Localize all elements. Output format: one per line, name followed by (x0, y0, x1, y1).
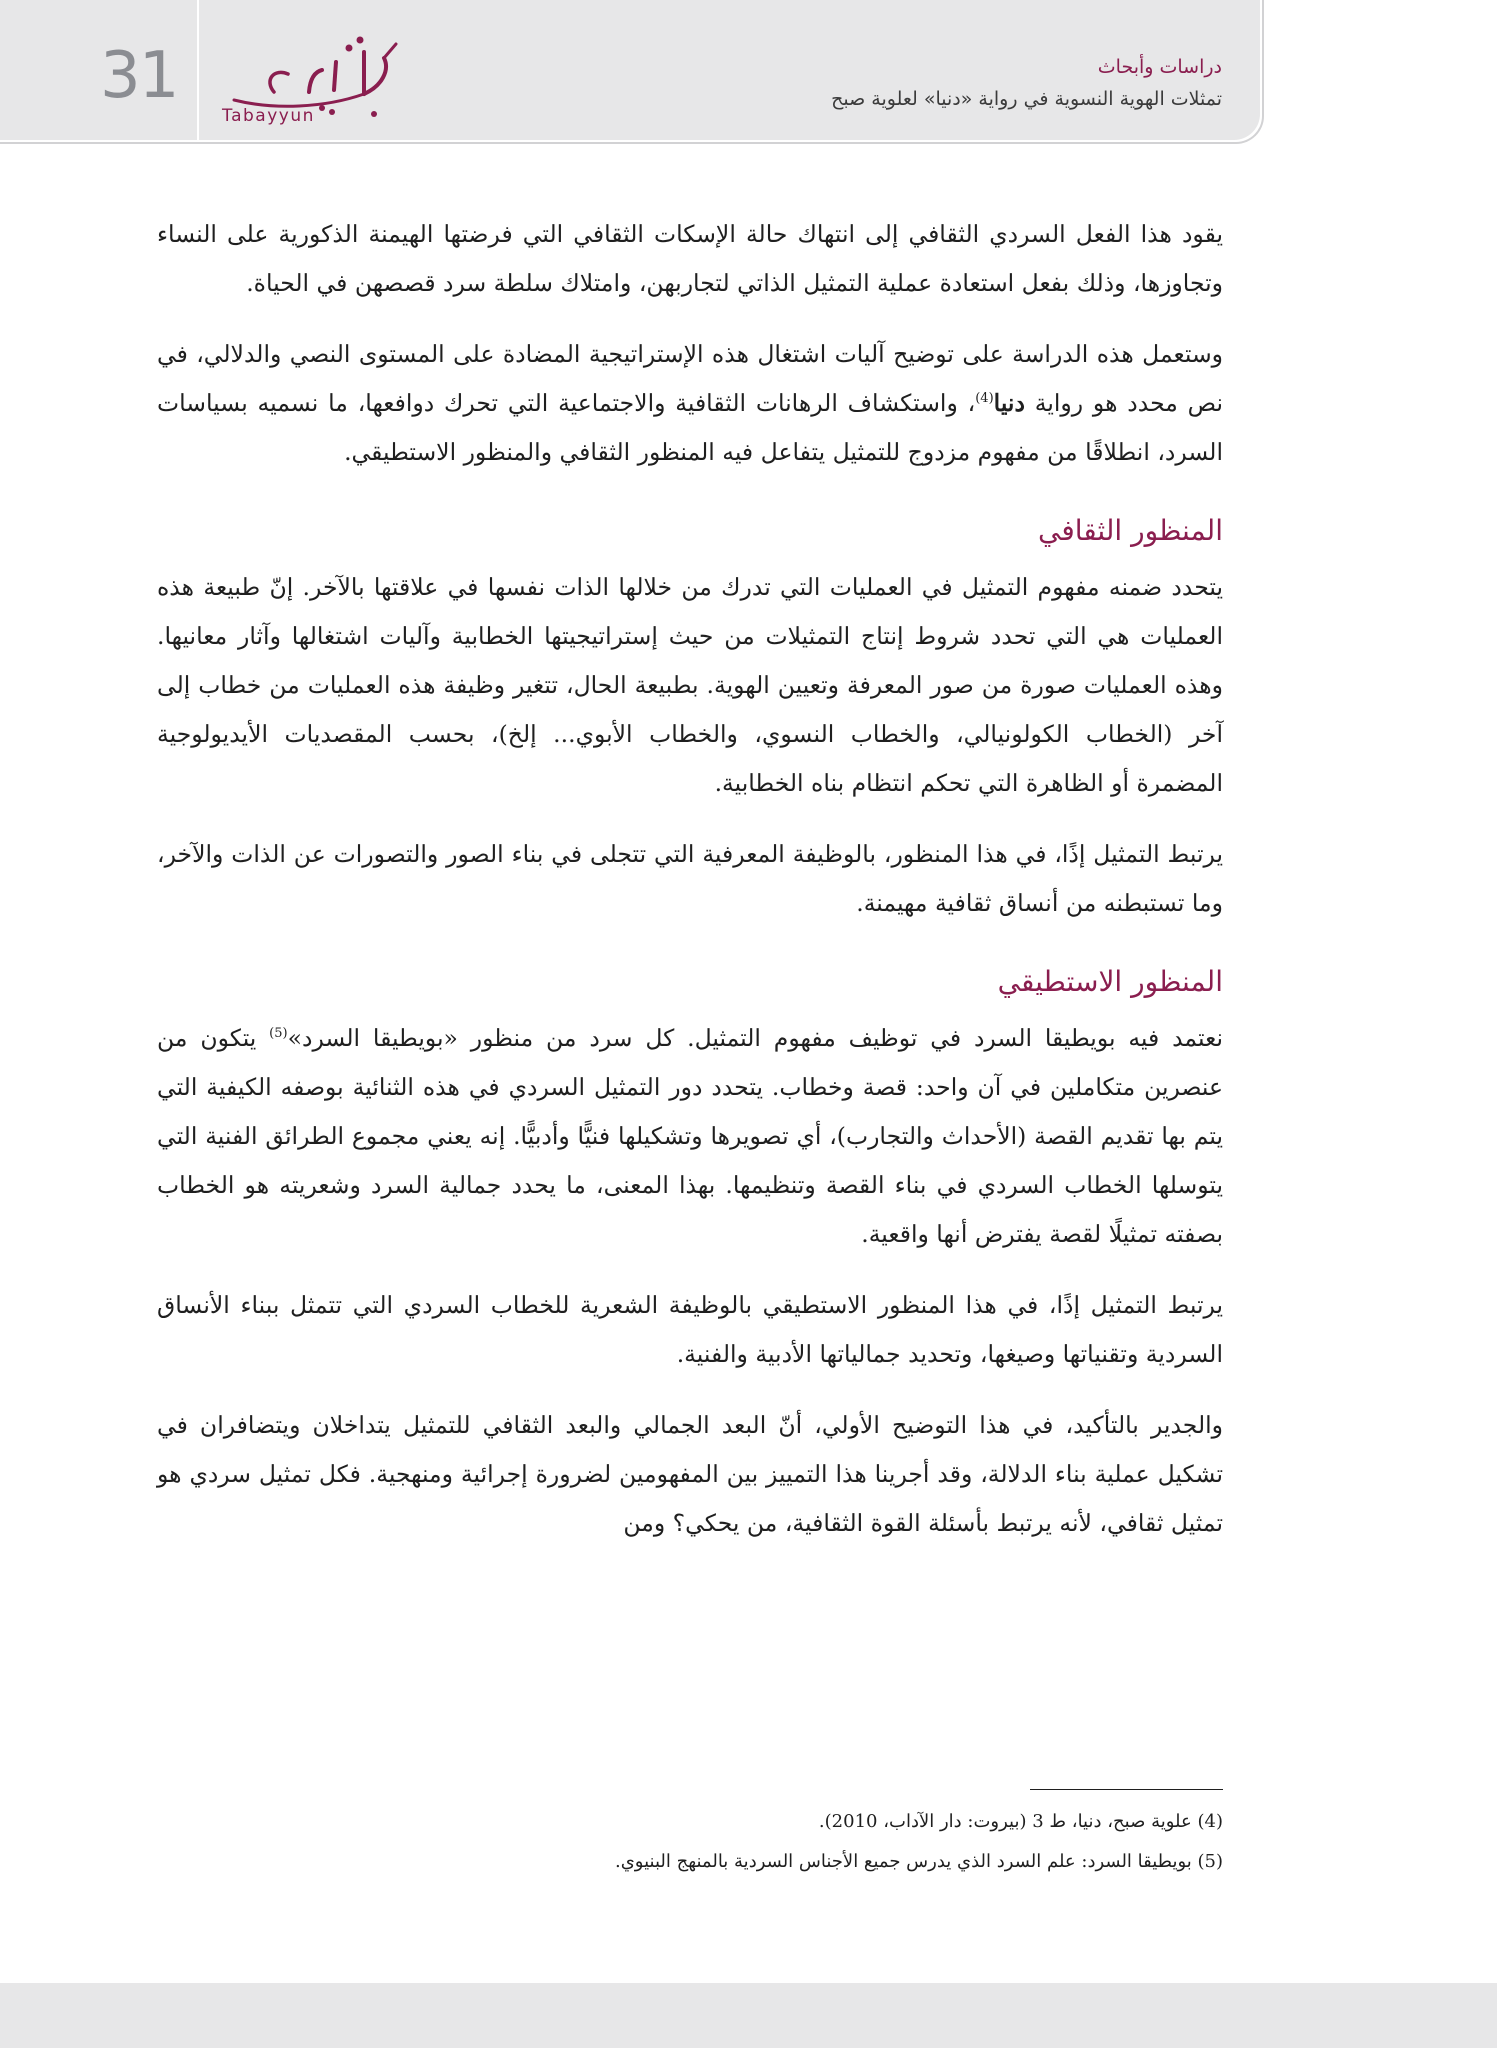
paragraph-4: يرتبط التمثيل إذًا، في هذا المنظور، بالوظيفة المعرفية التي تتجلى في بناء الصور والتصورات عن الذات والآخر، وما تستبطنه من أنساق ثقافية مهيمنة. (157, 840, 1223, 917)
paragraph-2-text-a: وستعمل هذه الدراسة على توضيح آليات اشتغال هذه الإستراتيجية المضادة على المستوى النصي والدلالي، في نص محدد هو رواية (157, 340, 1223, 417)
paragraph-6: يرتبط التمثيل إذًا، في هذا المنظور الاستطيقي بالوظيفة الشعرية للخطاب السردي التي تتمثل ببناء الأنساق السردية وتقنياتها وصيغها، وتحديد جمالياتها الأدبية والفنية. (157, 1291, 1223, 1368)
paragraph-5 (157, 1014, 1223, 1259)
novel-title: دنيا (993, 389, 1025, 417)
paragraph-2-text-b: ، واستكشاف الرهانات الثقافية والاجتماعية التي تحرك دوافعها، ما نسميه بسياسات السرد، انطلاقًا من مفهوم مزدوج للتمثيل يتفاعل فيه المنظور الثقافي والمنظور الاستطيقي. (157, 389, 1223, 466)
page-footer-band (0, 1983, 1497, 2048)
paragraph-5-text-b: يتكون من عنصرين متكاملين في آن واحد: قصة وخطاب. يتحدد دور التمثيل السردي في هذه الثنائية بوصفه الكيفية التي يتم بها تقديم القصة (الأحداث والتجارب)، أي تصويرها وتشكيلها فنيًّا وأدبيًّا. إنه يعني مجموع الطرائق الفنية التي يتوسلها الخطاب السردي في بناء القصة وتنظيمها. بهذا المعنى، ما يحدد جمالية السرد وشعريته هو الخطاب بصفته تمثيلًا لقصة يفترض أنها واقعية. (157, 1024, 1223, 1248)
paragraph-1: يقود هذا الفعل السردي الثقافي إلى انتهاك حالة الإسكات الثقافي التي فرضتها الهيمنة الذكورية على النساء وتجاوزها، وذلك بفعل استعادة عملية التمثيل الذاتي لتجاربهن، وامتلاك سلطة سرد قصصهن في الحياة. (157, 220, 1223, 297)
header-divider (197, 0, 199, 140)
footnote-ref-4[interactable]: (4) (975, 391, 994, 407)
footnote-5: (5) بويطيقا السرد: علم السرد الذي يدرس جميع الأجناس السردية بالمنهج البنيوي. (614, 1851, 1223, 1872)
article-body (157, 210, 1223, 1570)
section-heading-cultural: المنظور الثقافي (1038, 514, 1223, 547)
header-article-title: تمثلات الهوية النسوية في رواية «دنيا» لعلوية صبح (831, 88, 1222, 110)
footnote-separator (1030, 1789, 1223, 1790)
footnotes (157, 1802, 1223, 1882)
paragraph-5-text-a: نعتمد فيه بويطيقا السرد في توظيف مفهوم التمثيل. كل سرد من منظور «بويطيقا السرد» (287, 1024, 1223, 1052)
paragraph-2 (157, 330, 1223, 477)
logo-latin-text: Tabayyun (222, 106, 315, 126)
footnote-ref-5[interactable]: (5) (269, 1026, 288, 1042)
page-number: 31 (100, 39, 178, 113)
section-heading-aesthetic: المنظور الاستطيقي (997, 965, 1223, 998)
paragraph-3: يتحدد ضمنه مفهوم التمثيل في العمليات التي تدرك من خلالها الذات نفسها في علاقتها بالآخر. إنّ طبيعة هذه العمليات هي التي تحدد شروط إنتاج التمثيلات من حيث إستراتيجيتها الخطابية وآليات اشتغالها وآثار معانيها. وهذه العمليات صورة من صور المعرفة وتعيين الهوية. بطبيعة الحال، تتغير وظيفة هذه العمليات من خطاب إلى آخر (الخطاب الكولونيالي، والخطاب النسوي، والخطاب الأبوي... إلخ)، بحسب المقصديات الأيديولوجية المضمرة أو الظاهرة التي تحكم انتظام بناه الخطابية. (157, 573, 1223, 797)
paragraph-7: والجدير بالتأكيد، في هذا التوضيح الأولي، أنّ البعد الجمالي والبعد الثقافي للتمثيل يتداخلان ويتضافران في تشكيل عملية بناء الدلالة، وقد أجرينا هذا التمييز بين المفهومين لضرورة إجرائية ومنهجية. فكل تمثيل سردي هو تمثيل ثقافي، لأنه يرتبط بأسئلة القوة الثقافية، من يحكي؟ ومن (157, 1411, 1223, 1537)
footnote-4: (4) علوية صبح، دنيا، ط 3 (بيروت: دار الآداب، 2010). (818, 1811, 1223, 1832)
header-section-title: دراسات وأبحاث (1097, 56, 1222, 78)
